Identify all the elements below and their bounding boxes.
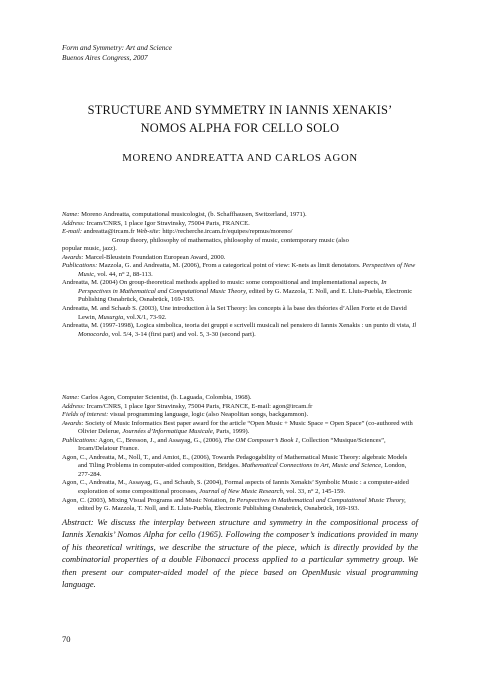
- text: , Paris, 1999).: [212, 428, 250, 436]
- label: Fields of interest:: [62, 411, 109, 419]
- text: , Collection “Musique/Sciences”, Ircam/Delatour France.: [78, 436, 386, 453]
- journal: In Perspectives in Mathematical and Computational Music Theory,: [78, 279, 387, 295]
- title-line-2: NOMOS ALPHA FOR CELLO SOLO: [140, 120, 340, 135]
- bio-address: [62, 220, 418, 229]
- journal: Mathematical Connections in Art, Music and Science,: [241, 462, 383, 470]
- label: Awards:: [62, 253, 84, 261]
- bio-address: [62, 403, 418, 412]
- journal: Musurgia: [98, 313, 124, 321]
- label: Name:: [62, 394, 80, 401]
- journal: Journal of New Music Research: [199, 488, 283, 496]
- header-journal: Form and Symmetry: Art and Science: [62, 43, 172, 52]
- bio-fields: [62, 411, 418, 420]
- value: Moreno Andreatta, computational musicologist, (b. Schaffhausen, Switzerland, 1971).: [79, 211, 307, 218]
- text: , vol.X/1, 73-92.: [123, 313, 167, 321]
- publication-item: [62, 322, 418, 339]
- value: Carlos Agon, Computer Scientist, (b. Laguada, Colombia, 1968).: [79, 394, 252, 401]
- journal: In Perspectives in Mathematical and Computational Music Theory,: [229, 496, 406, 504]
- text: Andreatta, M. (1997-1998), Logica simbolica, teoria dei gruppi e scrivelli musicali nel pensiero di Iannis Xenakis : un punto di vista,: [62, 322, 413, 330]
- bio-fields: Group theory, philosophy of mathematics, philosophy of music, contemporary music (also: [112, 236, 349, 244]
- page-number: 70: [62, 634, 71, 644]
- bio-name: [62, 211, 418, 220]
- text: Mazzola, G. and Andreatta, M. (2006), From a categorical point of view: K-nets as limit denotators.: [97, 262, 363, 270]
- text: , vol. 44, n° 2, 88-113.: [94, 270, 153, 278]
- bio-awards: [62, 420, 418, 437]
- value: Ircam/CNRS, 1 place Igor Stravinsky, 75004 Paris, FRANCE.: [85, 219, 250, 227]
- journal: Perspectives of New Music: [78, 262, 416, 278]
- label: Name:: [62, 211, 80, 218]
- label: E-mail:: [62, 228, 82, 236]
- paper-title: [50, 102, 430, 137]
- journal: Journées d’Informatique Musicale: [122, 428, 213, 436]
- bio-andreatta: [62, 211, 418, 339]
- label: Address:: [62, 219, 86, 227]
- text: Agon, C., Andreatta, M., Noll, T., and Amiot, E., (2006), Towards Pedagogability of Mathematical Music Theory: algebraic Models and Tiling Problems in computer-aided composition, Bridges.: [62, 453, 408, 470]
- value: Marcel-Bleustein Foundation European Award, 2000.: [83, 253, 226, 261]
- publication-item: [62, 437, 418, 454]
- text: Society of Music Informatics Best paper award for the article “Open Music + Music Space = Open Space” (co-authored with Olivier Delerue,: [78, 419, 413, 436]
- publication-item: [62, 279, 418, 305]
- email-link[interactable]: andreatta@ircam.fr: [82, 228, 137, 236]
- title-line-1: STRUCTURE AND SYMMETRY IN IANNIS XENAKIS’: [87, 103, 393, 117]
- publication-item: [62, 479, 418, 496]
- text: Agon, C. (2003), Mixing Visual Programs and Music Notation,: [62, 496, 230, 504]
- journal: Il Monocordo: [78, 322, 417, 338]
- value: Ircam/CNRS, 1 place Igor Stravinsky, 75004 Paris, FRANCE, E-mail: agon@ircam.fr: [85, 402, 313, 410]
- header-congress: Buenos Aires Congress, 2007: [62, 52, 148, 62]
- website-link[interactable]: http://recherche.ircam.fr/equipes/repmus/moreno/: [160, 228, 293, 236]
- publication-item: [62, 497, 418, 514]
- abstract: Abstract: We discuss the interplay between structure and symmetry in the compositional process of Iannis Xenakis’ Nomos Alpha for cello (1965). Following the composer’s indications provided in many of his theoretical writings, we describe the structure of the piece, which is directly provided by the combinatorial properties of a double Fibonacci process applied to a particular symmetry group. We then present our computer-aided model of the piece based on OpenMusic visual programming language.: [62, 517, 418, 590]
- label: Web-site:: [136, 228, 161, 236]
- publication-item: [62, 305, 418, 322]
- bio-awards: [62, 254, 418, 263]
- publication-item: [62, 262, 418, 279]
- text: , vol. 5/4, 3-14 (first part) and vol. 5, 3-30 (second part).: [108, 330, 256, 338]
- text: , vol. 33, n° 2, 145-159.: [282, 488, 346, 496]
- authors: MORENO ANDREATTA AND CARLOS AGON: [122, 152, 358, 164]
- text: Agon, C., Bresson, J., and Assayag, G., (2006),: [97, 436, 225, 444]
- text: edited by G. Mazzola, T. Noll, and E. Lluis-Puebla, Electronic Publishing Osnabrück, Osnabrück, 169-193.: [78, 287, 413, 304]
- bio-agon: [62, 394, 418, 514]
- value: visual programming language, logic (also Neapolitan songs, backgammon).: [108, 411, 309, 419]
- bio-fields-cont: popular music, jazz).: [62, 245, 117, 253]
- label: Address:: [62, 402, 86, 410]
- text: Agon, C., Andreatta, M., Assayag, G., and Schaub, S. (2004), Formal aspects of Iannis Xenakis’ Symbolic Music : a computer-aided exploration of some compositional processes,: [62, 479, 409, 496]
- bio-name: [62, 394, 418, 403]
- label: Publications:: [62, 436, 98, 444]
- publication-item: [62, 454, 418, 480]
- text: Andreatta, M. and Schaub S. (2003), Une introduction à la Set Theory: les concepts à la base des théories d’Allen Forte et de David Lewin,: [62, 305, 407, 321]
- label: Publications:: [62, 262, 98, 270]
- journal: The OM Composer’s Book 1: [224, 436, 299, 444]
- text: edited by G. Mazzola, T. Noll, and E. Lluis-Puebla, Electronic Publishing Osnabrück, Osnabrück, 169-193.: [78, 505, 360, 513]
- label: Awards:: [62, 419, 84, 427]
- running-header: [62, 43, 172, 62]
- bio-email: [62, 228, 418, 237]
- text: Andreatta, M. (2004) On group-theoretical methods applied to music: some compositional and implementational aspects,: [62, 279, 382, 287]
- text: London, 277-284.: [78, 462, 407, 478]
